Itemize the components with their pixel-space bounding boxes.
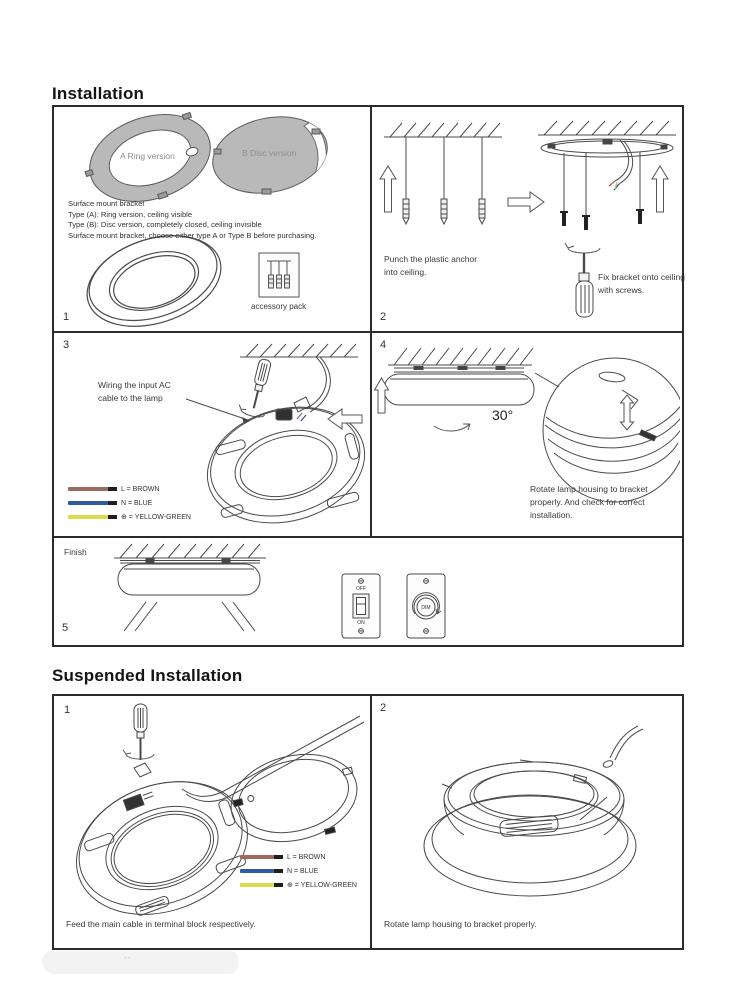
legend-row-yellow-green: ⊕ = YELLOW-GREEN <box>240 878 357 892</box>
suspended-step2-panel <box>372 696 682 948</box>
wire-swatch-blue <box>240 869 274 873</box>
wire-swatch-brown <box>240 855 274 859</box>
wire-tip <box>274 855 283 859</box>
wire-tip <box>274 869 283 873</box>
feed-cable-caption: Feed the main cable in terminal block respectively. <box>66 919 256 929</box>
step4-panel <box>372 333 682 538</box>
step-number: 1 <box>64 704 71 716</box>
wire-swatch-blue <box>68 501 108 505</box>
wire-color-legend <box>68 482 191 524</box>
suspended-step1-panel <box>54 696 372 948</box>
accessory-pack-label: accessory pack <box>251 302 307 311</box>
legend-row-brown: L = BROWN <box>240 850 357 864</box>
wire-tip <box>274 883 283 887</box>
suspended-steps-table <box>52 694 684 950</box>
step1-panel <box>54 107 372 333</box>
step5-panel <box>54 538 682 645</box>
step-number: 2 <box>380 311 387 323</box>
fix-bracket-caption: Fix bracket onto ceiling with screws. <box>598 272 685 295</box>
step-number: 1 <box>63 311 70 323</box>
legend-row-blue: N = BLUE <box>68 496 191 510</box>
ring-version-label: A Ring version <box>120 151 175 161</box>
wire-tip <box>108 487 117 491</box>
disc-version-label: B Disc version <box>242 148 297 158</box>
switch-on-label: ON <box>357 620 365 626</box>
wire-swatch-yellow-green <box>240 883 274 887</box>
finish-label: Finish <box>64 547 87 557</box>
wire-color-legend <box>240 850 357 892</box>
section-title-installation: Installation <box>52 84 145 103</box>
legend-row-yellow-green: ⊕ = YELLOW-GREEN <box>68 510 191 524</box>
rotation-angle: 30° <box>492 407 514 423</box>
erased-watermark-smudge <box>42 951 238 974</box>
punch-anchor-caption: Punch the plastic anchor into ceiling. <box>384 254 478 277</box>
switch-off-label: OFF <box>356 586 366 592</box>
step-number: 5 <box>62 622 69 634</box>
dimmer-label: DIM <box>421 604 431 611</box>
legend-row-brown: L = BROWN <box>68 482 191 496</box>
wire-swatch-brown <box>68 487 108 491</box>
step3-panel <box>54 333 372 538</box>
smudge-dots: ·· <box>124 953 132 962</box>
feed-cable-illustration <box>54 696 370 946</box>
legend-row-blue: N = BLUE <box>240 864 357 878</box>
step2-panel <box>372 107 685 333</box>
wiring-caption: Wiring the input AC cable to the lamp <box>98 380 171 403</box>
installation-steps-table <box>52 105 684 647</box>
wire-swatch-yellow-green <box>68 515 108 519</box>
rotate-to-bracket-illustration <box>372 696 680 946</box>
wire-tip <box>108 515 117 519</box>
step-number: 3 <box>63 339 70 351</box>
rotate-housing-caption: Rotate lamp housing to bracket properly. <box>384 919 537 929</box>
section-title-suspended: Suspended Installation <box>52 666 243 685</box>
bracket-description: Surface mount bracket Type (A): Ring version, ceiling visible Type (B): Disc version, completely closed, ceiling invisible Surface mount bracket, choose either type A or Type B before purchasing. <box>68 199 317 240</box>
wire-tip <box>108 501 117 505</box>
rotate-housing-caption: Rotate lamp housing to bracket properly. And check for correct installation. <box>530 484 648 520</box>
anchor-and-bracket-illustration <box>372 107 680 331</box>
step-number: 2 <box>380 702 387 714</box>
step-number: 4 <box>380 339 387 351</box>
